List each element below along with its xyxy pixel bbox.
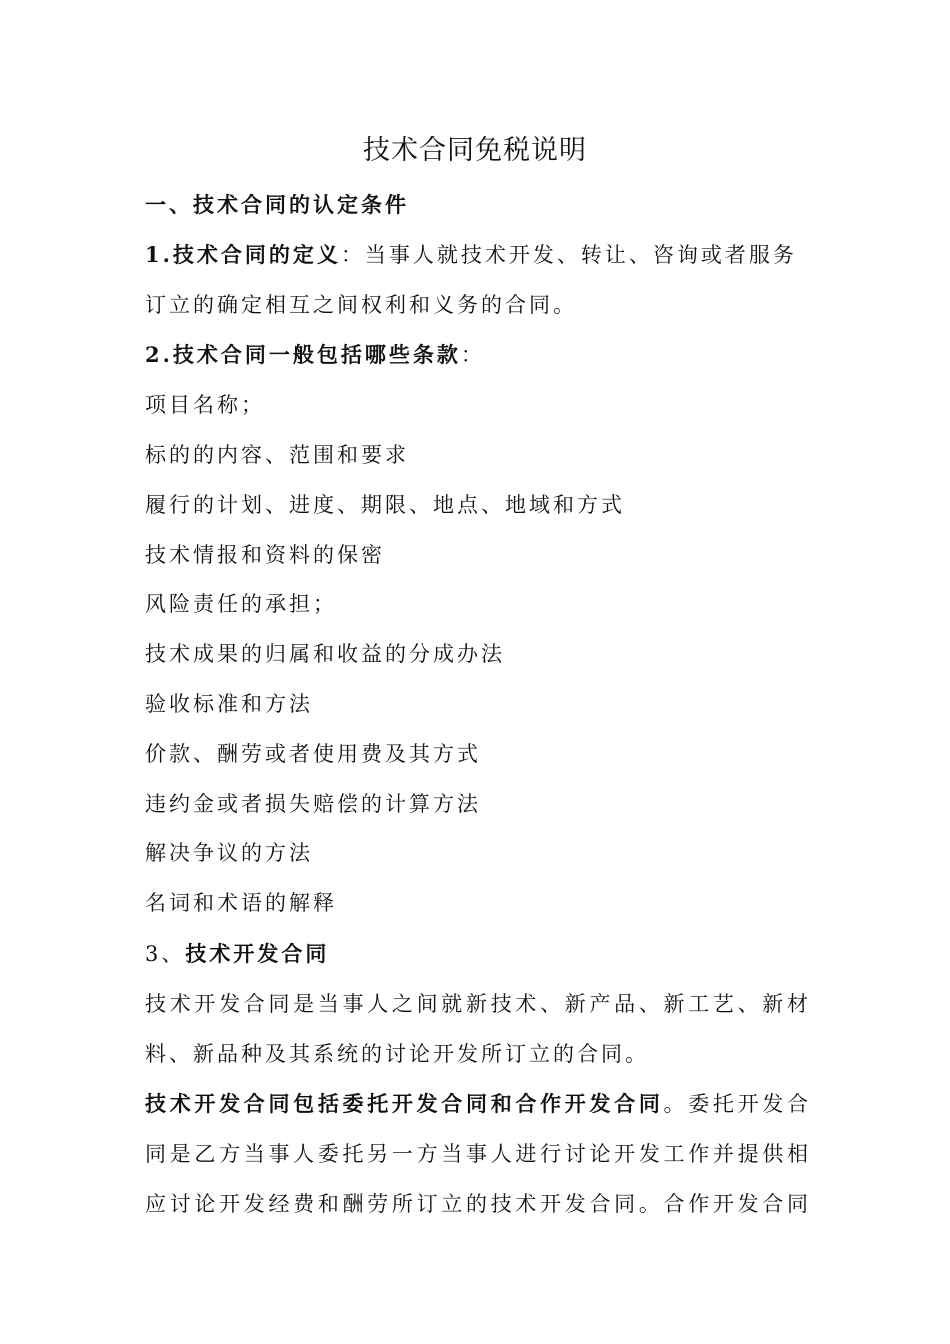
clause-item: 名词和术语的解释 [145, 891, 337, 916]
clauses-colon: ： [460, 343, 485, 368]
section-heading-3 [145, 929, 810, 980]
dev-after-bold-text: 。委托开发合 [663, 1092, 811, 1117]
clause-item: 验收标准和方法 [145, 691, 313, 716]
clause-item: 技术成果的归属和收益的分成办法 [145, 642, 505, 667]
dev-bold-text: 技术开发合同包括委托开发合同和合作开发合同 [145, 1091, 664, 1117]
clause-item: 履行的计划、进度、期限、地点、地域和方式 [145, 492, 625, 517]
clauses-label: 2.技术合同一般包括哪些条款 [145, 342, 461, 368]
clause-item: 风险责任的承担； [145, 592, 337, 617]
clause-item: 技术情报和资料的保密 [145, 542, 385, 567]
section-3-title: 技术开发合同 [185, 940, 330, 966]
dev-paragraph-line-4: 同是乙方当事人委托另一方当事人进行讨论开发工作并提供相 [145, 1142, 810, 1167]
definition-line-2: 订立的确定相互之间权利和义务的合同。 [145, 292, 577, 317]
clause-item: 解决争议的方法 [145, 841, 313, 866]
definition-line-1 [145, 230, 810, 281]
section-heading-1: 一、技术合同的认定条件 [145, 192, 409, 217]
dev-paragraph-line-3 [145, 1079, 810, 1130]
clauses-heading [145, 330, 810, 381]
document-title: 技术合同免税说明 [363, 135, 587, 166]
definition-text: ：当事人就技术开发、转让、咨询或者服务 [340, 242, 797, 267]
dev-paragraph-line-2: 料、新品种及其系统的讨论开发所订立的合同。 [145, 1041, 649, 1066]
dev-paragraph-line-5: 应讨论开发经费和酬劳所订立的技术开发合同。合作开发合同 [145, 1191, 810, 1216]
section-3-prefix: 3、 [145, 941, 186, 966]
clause-item: 标的的内容、范围和要求 [145, 442, 409, 467]
document-body [145, 180, 810, 1230]
definition-label: 1.技术合同的定义 [145, 241, 341, 267]
dev-paragraph-line-1: 技术开发合同是当事人之间就新技术、新产品、新工艺、新材 [145, 991, 810, 1016]
clause-item: 价款、酬劳或者使用费及其方式 [145, 741, 481, 766]
clause-item: 项目名称； [145, 393, 265, 418]
clause-item: 违约金或者损失赔偿的计算方法 [145, 791, 481, 816]
